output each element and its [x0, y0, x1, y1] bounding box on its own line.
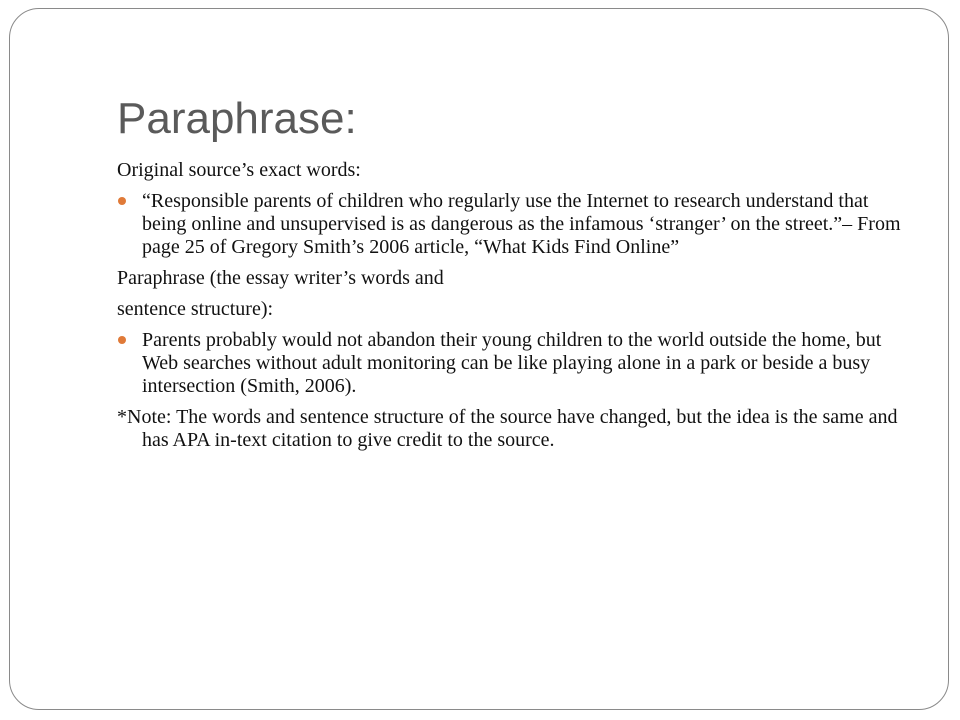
paraphrase-heading-line2: sentence structure): [117, 298, 274, 320]
slide-body [117, 159, 917, 460]
paraphrase-heading-line1: Paraphrase (the essay writer’s words and [117, 267, 444, 289]
paraphrase-bullet [117, 329, 917, 398]
bullet-dot-icon [118, 336, 126, 344]
bullet-dot-icon [118, 197, 126, 205]
original-source-heading: Original source’s exact words: [117, 159, 361, 181]
note-text: *Note: The words and sentence structure of the source have changed, but the idea is the same and has APA in-text citation to give credit to the source. [117, 406, 898, 451]
original-quote-text: “Responsible parents of children who regularly use the Internet to research understand that being online and unsupervised is as dangerous as the infamous ‘stranger’ on the street.”– From page 25 of Gregory Smith’s 2006 article, “What Kids Find Online” [142, 190, 901, 258]
original-quote-bullet [117, 190, 917, 259]
paraphrase-text: Parents probably would not abandon their young children to the world outside the home, but Web searches without adult monitoring can be like playing alone in a park or beside a busy intersection (Smith, 2006). [142, 329, 882, 397]
slide-title: Paraphrase: [117, 94, 357, 143]
slide-frame [9, 8, 949, 710]
